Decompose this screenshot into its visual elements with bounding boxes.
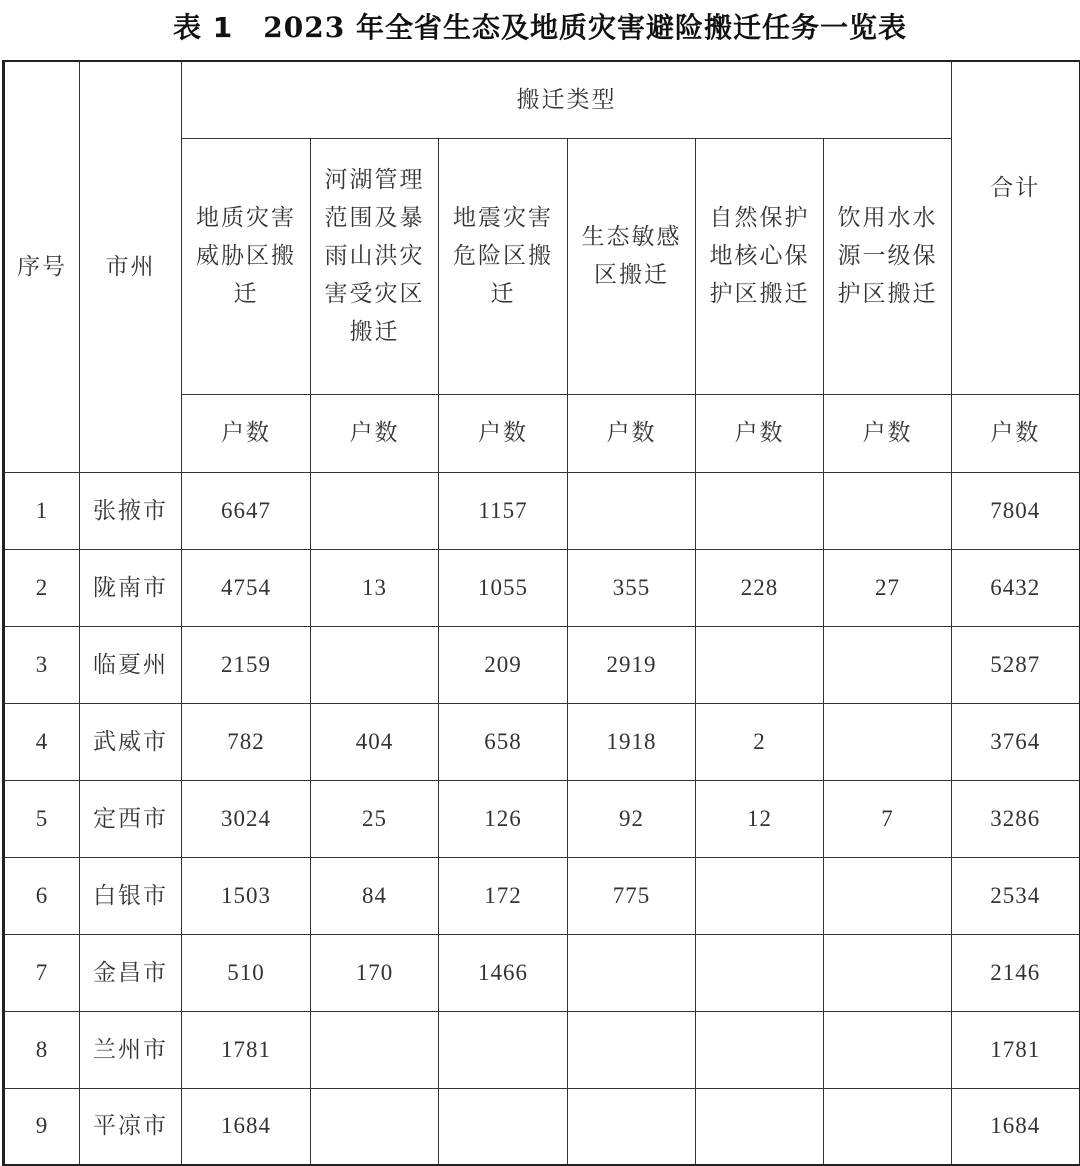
cell-flood: 170 bbox=[311, 934, 439, 1011]
cell-water bbox=[824, 626, 952, 703]
cell-water: 7 bbox=[824, 780, 952, 857]
cell-quake: 1466 bbox=[439, 934, 568, 1011]
cell-city: 定西市 bbox=[80, 780, 182, 857]
cell-city: 临夏州 bbox=[80, 626, 182, 703]
header-type-water-label: 饮用水水源一级保护区搬迁 bbox=[837, 205, 938, 307]
cell-eco: 1918 bbox=[568, 703, 696, 780]
cell-city: 陇南市 bbox=[80, 549, 182, 626]
cell-city: 兰州市 bbox=[80, 1011, 182, 1088]
header-type-geo-label: 地质灾害威胁区搬迁 bbox=[196, 205, 296, 307]
cell-geo: 510 bbox=[182, 934, 311, 1011]
cell-water bbox=[824, 1088, 952, 1165]
cell-reserve bbox=[696, 1088, 824, 1165]
cell-water: 27 bbox=[824, 549, 952, 626]
header-relocation-type-group: 搬迁类型 bbox=[182, 61, 952, 138]
cell-flood bbox=[311, 626, 439, 703]
cell-eco: 355 bbox=[568, 549, 696, 626]
cell-quake: 172 bbox=[439, 857, 568, 934]
cell-water bbox=[824, 472, 952, 549]
cell-geo: 3024 bbox=[182, 780, 311, 857]
cell-geo: 1781 bbox=[182, 1011, 311, 1088]
header-type-eco-label: 生态敏感区搬迁 bbox=[581, 224, 682, 288]
cell-quake: 126 bbox=[439, 780, 568, 857]
table-row bbox=[4, 1088, 1080, 1165]
cell-geo: 4754 bbox=[182, 549, 311, 626]
table-row bbox=[4, 626, 1080, 703]
header-type-water bbox=[824, 138, 952, 394]
cell-flood: 13 bbox=[311, 549, 439, 626]
header-type-quake bbox=[439, 138, 568, 394]
table-title bbox=[0, 6, 1080, 50]
cell-total: 7804 bbox=[952, 472, 1080, 549]
cell-geo: 2159 bbox=[182, 626, 311, 703]
cell-flood bbox=[311, 1011, 439, 1088]
cell-city: 平凉市 bbox=[80, 1088, 182, 1165]
unit-water: 户数 bbox=[824, 394, 952, 472]
header-total bbox=[952, 61, 1080, 394]
cell-geo: 1684 bbox=[182, 1088, 311, 1165]
table-row bbox=[4, 1011, 1080, 1088]
cell-geo: 6647 bbox=[182, 472, 311, 549]
cell-eco bbox=[568, 1011, 696, 1088]
cell-reserve: 228 bbox=[696, 549, 824, 626]
cell-seq: 1 bbox=[4, 472, 80, 549]
table-header bbox=[4, 61, 1080, 472]
cell-quake: 1055 bbox=[439, 549, 568, 626]
cell-seq: 6 bbox=[4, 857, 80, 934]
cell-total: 5287 bbox=[952, 626, 1080, 703]
cell-eco bbox=[568, 1088, 696, 1165]
cell-quake: 1157 bbox=[439, 472, 568, 549]
header-row-group bbox=[4, 61, 1080, 138]
header-type-reserve bbox=[696, 138, 824, 394]
cell-total: 1684 bbox=[952, 1088, 1080, 1165]
title-text: 年全省生态及地质灾害避险搬迁任务一览表 bbox=[355, 11, 907, 44]
cell-water bbox=[824, 1011, 952, 1088]
header-type-flood bbox=[311, 138, 439, 394]
cell-water bbox=[824, 703, 952, 780]
cell-quake: 658 bbox=[439, 703, 568, 780]
cell-eco: 92 bbox=[568, 780, 696, 857]
title-year: 2023 bbox=[263, 11, 346, 44]
cell-seq: 9 bbox=[4, 1088, 80, 1165]
cell-water bbox=[824, 934, 952, 1011]
cell-water bbox=[824, 857, 952, 934]
cell-city: 白银市 bbox=[80, 857, 182, 934]
table-row bbox=[4, 549, 1080, 626]
header-type-reserve-label: 自然保护地核心保护区搬迁 bbox=[709, 205, 810, 307]
cell-quake bbox=[439, 1011, 568, 1088]
table-row bbox=[4, 472, 1080, 549]
cell-seq: 3 bbox=[4, 626, 80, 703]
unit-geo: 户数 bbox=[182, 394, 311, 472]
cell-geo: 782 bbox=[182, 703, 311, 780]
cell-total: 6432 bbox=[952, 549, 1080, 626]
unit-eco: 户数 bbox=[568, 394, 696, 472]
cell-flood: 25 bbox=[311, 780, 439, 857]
unit-quake: 户数 bbox=[439, 394, 568, 472]
cell-flood: 84 bbox=[311, 857, 439, 934]
cell-flood: 404 bbox=[311, 703, 439, 780]
table-row bbox=[4, 857, 1080, 934]
cell-seq: 2 bbox=[4, 549, 80, 626]
cell-total: 3764 bbox=[952, 703, 1080, 780]
header-type-quake-label: 地震灾害危险区搬迁 bbox=[453, 205, 553, 307]
cell-flood bbox=[311, 472, 439, 549]
header-total-label: 合计 bbox=[990, 174, 1041, 201]
cell-eco: 775 bbox=[568, 857, 696, 934]
table-body bbox=[4, 472, 1080, 1165]
cell-seq: 7 bbox=[4, 934, 80, 1011]
cell-eco bbox=[568, 472, 696, 549]
unit-total: 户数 bbox=[952, 394, 1080, 472]
cell-eco: 2919 bbox=[568, 626, 696, 703]
cell-reserve bbox=[696, 626, 824, 703]
cell-eco bbox=[568, 934, 696, 1011]
cell-total: 3286 bbox=[952, 780, 1080, 857]
cell-city: 张掖市 bbox=[80, 472, 182, 549]
cell-reserve: 12 bbox=[696, 780, 824, 857]
header-type-flood-label: 河湖管理范围及暴雨山洪灾害受灾区搬迁 bbox=[324, 167, 425, 345]
table-row bbox=[4, 703, 1080, 780]
table-number: 表 1 bbox=[173, 11, 234, 44]
table-row bbox=[4, 934, 1080, 1011]
unit-flood: 户数 bbox=[311, 394, 439, 472]
cell-geo: 1503 bbox=[182, 857, 311, 934]
cell-total: 1781 bbox=[952, 1011, 1080, 1088]
header-seq: 序号 bbox=[4, 61, 80, 472]
header-city: 市州 bbox=[80, 61, 182, 472]
cell-total: 2146 bbox=[952, 934, 1080, 1011]
table-row bbox=[4, 780, 1080, 857]
relocation-task-table bbox=[2, 60, 1080, 1166]
cell-reserve bbox=[696, 934, 824, 1011]
cell-reserve: 2 bbox=[696, 703, 824, 780]
cell-quake bbox=[439, 1088, 568, 1165]
cell-reserve bbox=[696, 857, 824, 934]
cell-seq: 8 bbox=[4, 1011, 80, 1088]
cell-seq: 4 bbox=[4, 703, 80, 780]
unit-reserve: 户数 bbox=[696, 394, 824, 472]
cell-total: 2534 bbox=[952, 857, 1080, 934]
cell-reserve bbox=[696, 1011, 824, 1088]
cell-seq: 5 bbox=[4, 780, 80, 857]
cell-city: 武威市 bbox=[80, 703, 182, 780]
cell-city: 金昌市 bbox=[80, 934, 182, 1011]
header-type-eco bbox=[568, 138, 696, 394]
cell-reserve bbox=[696, 472, 824, 549]
cell-quake: 209 bbox=[439, 626, 568, 703]
cell-flood bbox=[311, 1088, 439, 1165]
header-type-geo bbox=[182, 138, 311, 394]
